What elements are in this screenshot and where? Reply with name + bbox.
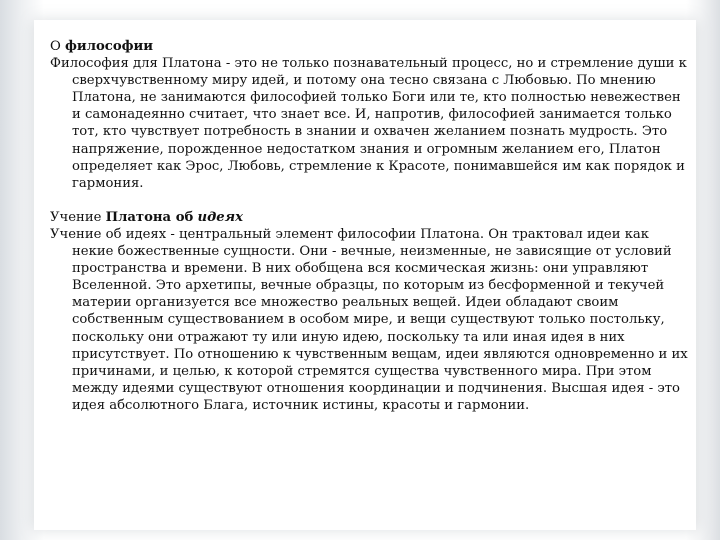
section-spacer	[50, 192, 690, 209]
paragraph-philosophy: Философия для Платона - это не только познавательный процесс, но и стремление души к сверхчувственному миру идей, и потому она тесно связана с Любовью. По мнению Платона, не занимаются философией только Боги или те, кто полностью невежествен и самонадеянно считает, что знает все. И, напротив, философией занимается только тот, кто чувствует потребность в знании и охвачен желанием познать мудрость. Это напряжение, порожденное недостатком знания и огромным желанием его, Платон определяет как Эрос, Любовь, стремление к Красоте, понимавшейся им как порядок и гармония.	[50, 56, 687, 191]
paragraph-ideas: Учение об идеях - центральный элемент философии Платона. Он трактовал идеи как некие божественные сущности. Они - вечные, неизменные, не зависящие от условий пространства и времени. В них обобщена вся космическая жизнь: они управляют Вселенной. Это архетипы, вечные образцы, по которым из бесформенной и текучей материи организуется все множество реальных вещей. Идеи обладают своим собственным существованием в особом мире, и вещи существуют только постольку, поскольку они отражают ту или иную идею, поскольку та или иная идея в них присутствует. По отношению к чувственным вещам, идеи являются одновременно и их причинами, и целью, к которой стремятся существа чувственного мира. При этом между идеями существуют отношения координации и подчинения. Высшая идея - это идея абсолютного Блага, источник истины, красоты и гармонии.	[50, 226, 688, 413]
heading-bold: философии	[65, 39, 154, 54]
heading-suffix: идеях	[197, 209, 244, 225]
slide-content	[50, 38, 690, 414]
heading-bold: Платона об	[105, 209, 194, 225]
section-heading-philosophy	[50, 38, 690, 55]
heading-prefix: О	[50, 39, 61, 54]
section-heading-ideas	[50, 209, 690, 226]
heading-prefix: Учение	[50, 209, 102, 225]
